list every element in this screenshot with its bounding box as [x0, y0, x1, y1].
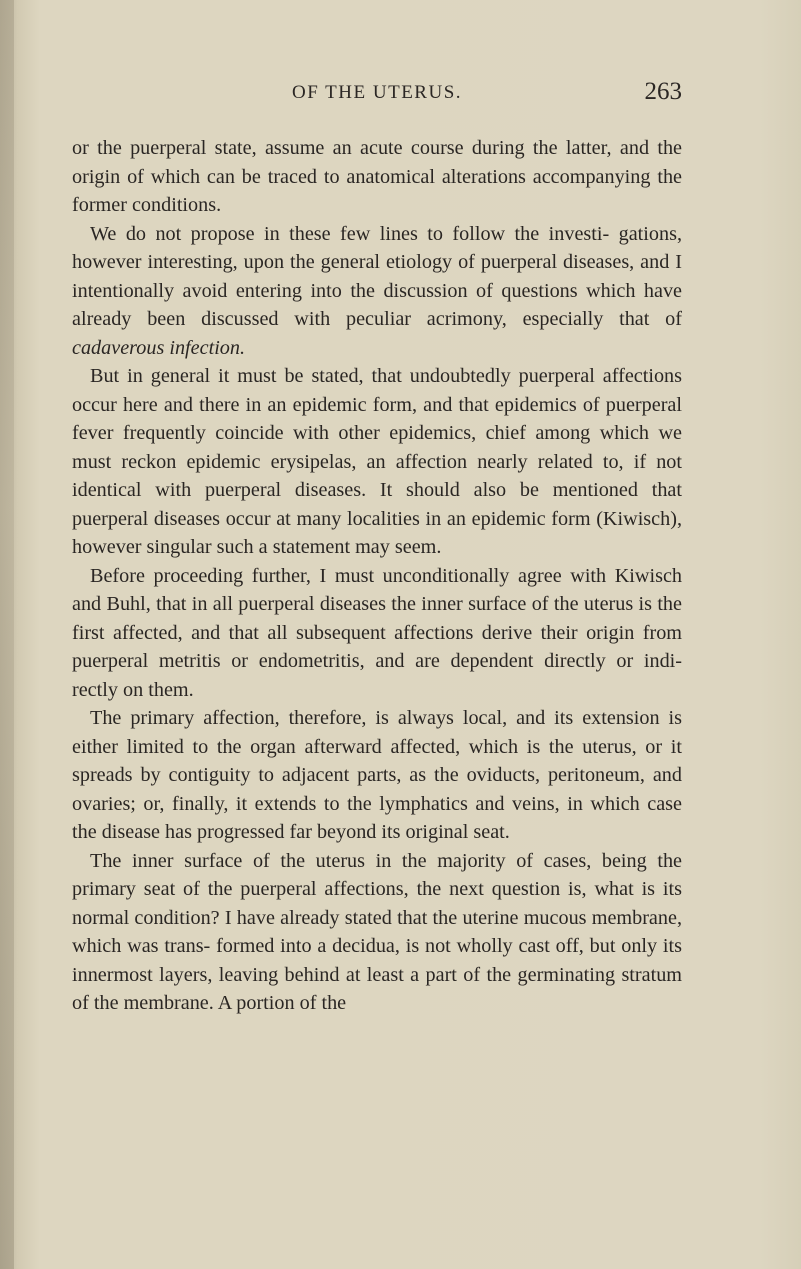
paragraph-6: The inner surface of the uterus in the majority of cases, being the primary seat of the puerperal affections, the next question is, what is its normal condition? I have already stated that the uterine mucous membrane, which was trans- formed into a decidua, is not wholly cast off, but only its innermost layers, leaving behind at least a part of the germinating stratum of the membrane. A portion of the — [72, 849, 682, 1014]
paragraph-2 — [72, 220, 682, 363]
body-text — [72, 134, 682, 1018]
paragraph-5: The primary affection, therefore, is always local, and its extension is either limited to the organ afterward affected, which is the uterus, or it spreads by contiguity to adjacent parts, as the oviducts, peritoneum, and ovaries; or, finally, it extends to the lymphatics and veins, in which case the disease has progressed far beyond its original seat. — [72, 707, 682, 843]
paragraph-2-text: We do not propose in these few lines to follow the investi- gations, however interesting, upon the general etiology of puerperal diseases, and I intentionally avoid entering into the discussion of questions which have already been discussed with peculiar acrimony, especially that of — [72, 222, 682, 330]
running-title: OF THE UTERUS. — [291, 82, 463, 103]
paragraph-2-emphasis: cadaverous infection. — [72, 336, 246, 359]
running-head — [72, 78, 682, 108]
paragraph-4: Before proceeding further, I must unconditionally agree with Kiwisch and Buhl, that in all puerperal diseases the inner surface of the uterus is the first affected, and that all subsequent affections derive their origin from puerperal metritis or endometritis, and are dependent directly or indi- rectly on them. — [72, 564, 682, 701]
paragraph-1: or the puerperal state, assume an acute course during the latter, and the origin of which can be traced to anatomical alterations accompanying the former conditions. — [72, 137, 682, 216]
page-number: 263 — [644, 78, 682, 105]
paragraph-3: But in general it must be stated, that undoubtedly puerperal affections occur here and there in an epidemic form, and that epidemics of puerperal fever frequently coincide with other epidemics, chief among which we must reckon epidemic erysipelas, an affection nearly related to, if not identical with puerperal diseases. It should also be mentioned that puerperal diseases occur at many localities in an epidemic form (Kiwisch), however singular such a statement may seem. — [72, 365, 682, 558]
